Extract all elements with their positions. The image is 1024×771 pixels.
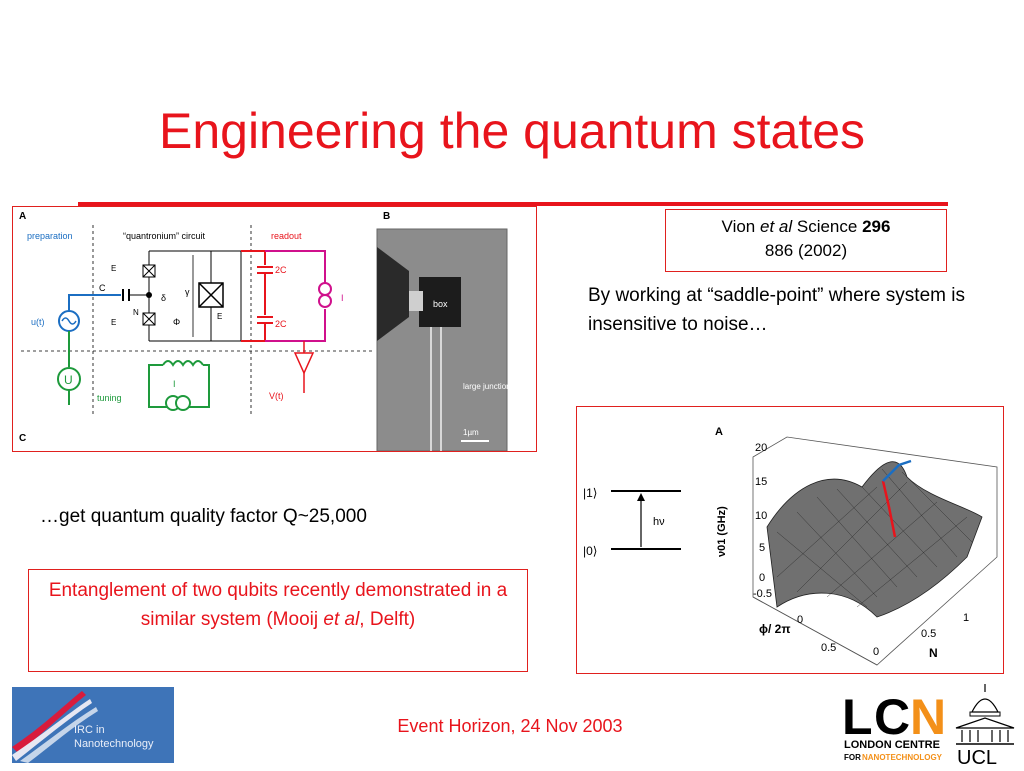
entanglement-box [28,569,528,672]
irc-nanotechnology-logo [12,687,174,763]
lcn-logo [842,684,950,764]
z-axis-label: ν01 (GHz) [716,506,728,557]
lcn-line2: NANOTECHNOLOGY [862,753,942,762]
ej-bottom-label: E [111,318,117,327]
cap-bottom-label: 2C [275,319,287,329]
entanglement-etal: et al [323,609,360,630]
ib-label: I [341,293,344,303]
entanglement-suffix: , Delft) [359,609,416,630]
lcn-for: FOR [844,753,861,762]
citation-box [665,209,947,272]
tuning-label: tuning [97,393,122,403]
cap-top-label: 2C [275,265,287,275]
quality-factor-text: …get quantum quality factor Q~25,000 [40,506,367,527]
u-source-label: U [64,373,73,387]
ucl-logo [952,682,1018,766]
saddle-point-text: By working at “saddle-point” where system is insensitive to noise… [588,285,965,335]
irc-line2: Nanotechnology [74,738,154,750]
vt-label: V(t) [269,391,284,401]
phi-tick-0: 0 [797,614,804,626]
phi-axis-label: ϕ/ 2π [759,622,791,636]
large-junction-label: large junction [463,382,511,391]
phi-label: Φ [173,317,181,327]
saddle-point-surface-figure [576,406,1004,674]
circuit-label: “quantronium” circuit [123,231,206,241]
fig2-panel-label: A [715,426,723,438]
ej0-label: E [217,312,223,321]
irc-line1: IRC in [74,724,105,736]
ng-tick-0: 0 [873,646,880,658]
phi-tick-neg: -0.5 [753,588,772,600]
slide-title: Engineering the quantum states [158,103,866,159]
ut-label: u(t) [31,317,45,327]
ref-journal: Science [796,217,858,236]
panel-c-label: C [19,433,27,444]
iphi-label: I [173,379,176,389]
z-tick-20: 20 [755,442,768,454]
level-1-label: |1⟩ [583,486,598,500]
gamma-label: γ [185,287,190,297]
scale-bar-label: 1µm [463,428,479,437]
readout-label: readout [271,231,302,241]
cg-label: C [99,283,106,293]
box-label: box [433,299,448,309]
z-tick-15: 15 [755,476,768,488]
ref-pages-year: 886 (2002) [764,241,848,260]
n-label: N [133,308,139,317]
ng-tick-1: 1 [963,612,970,624]
ucl-text: UCL [957,747,998,766]
entanglement-text: Entanglement of two qubits recently demonstrated in a similar system (Mooij [48,580,508,630]
panel-b-label: B [383,211,391,222]
lcn-letter-l: L [842,689,873,745]
ng-axis-label: N [929,646,938,660]
lcn-letter-c: C [874,689,911,745]
z-tick-5: 5 [759,542,766,554]
delta-label: δ [161,293,167,303]
transition-label: hν [653,516,665,528]
z-tick-10: 10 [755,510,768,522]
ref-author: Vion [721,217,756,236]
ej-top-label: E [111,264,117,273]
footer-event: Event Horizon, 24 Nov 2003 [397,716,623,736]
ng-tick-05: 0.5 [921,628,937,640]
lcn-letter-n: N [910,689,947,745]
lcn-line1: LONDON CENTRE [844,739,940,751]
z-tick-0: 0 [759,572,766,584]
quantronium-circuit-figure [12,206,537,452]
preparation-label: preparation [27,231,73,241]
ref-etal: et al [759,217,793,236]
panel-a-label: A [19,211,27,222]
ref-volume: 296 [862,217,891,236]
level-0-label: |0⟩ [583,544,598,558]
phi-tick-05: 0.5 [821,642,837,654]
